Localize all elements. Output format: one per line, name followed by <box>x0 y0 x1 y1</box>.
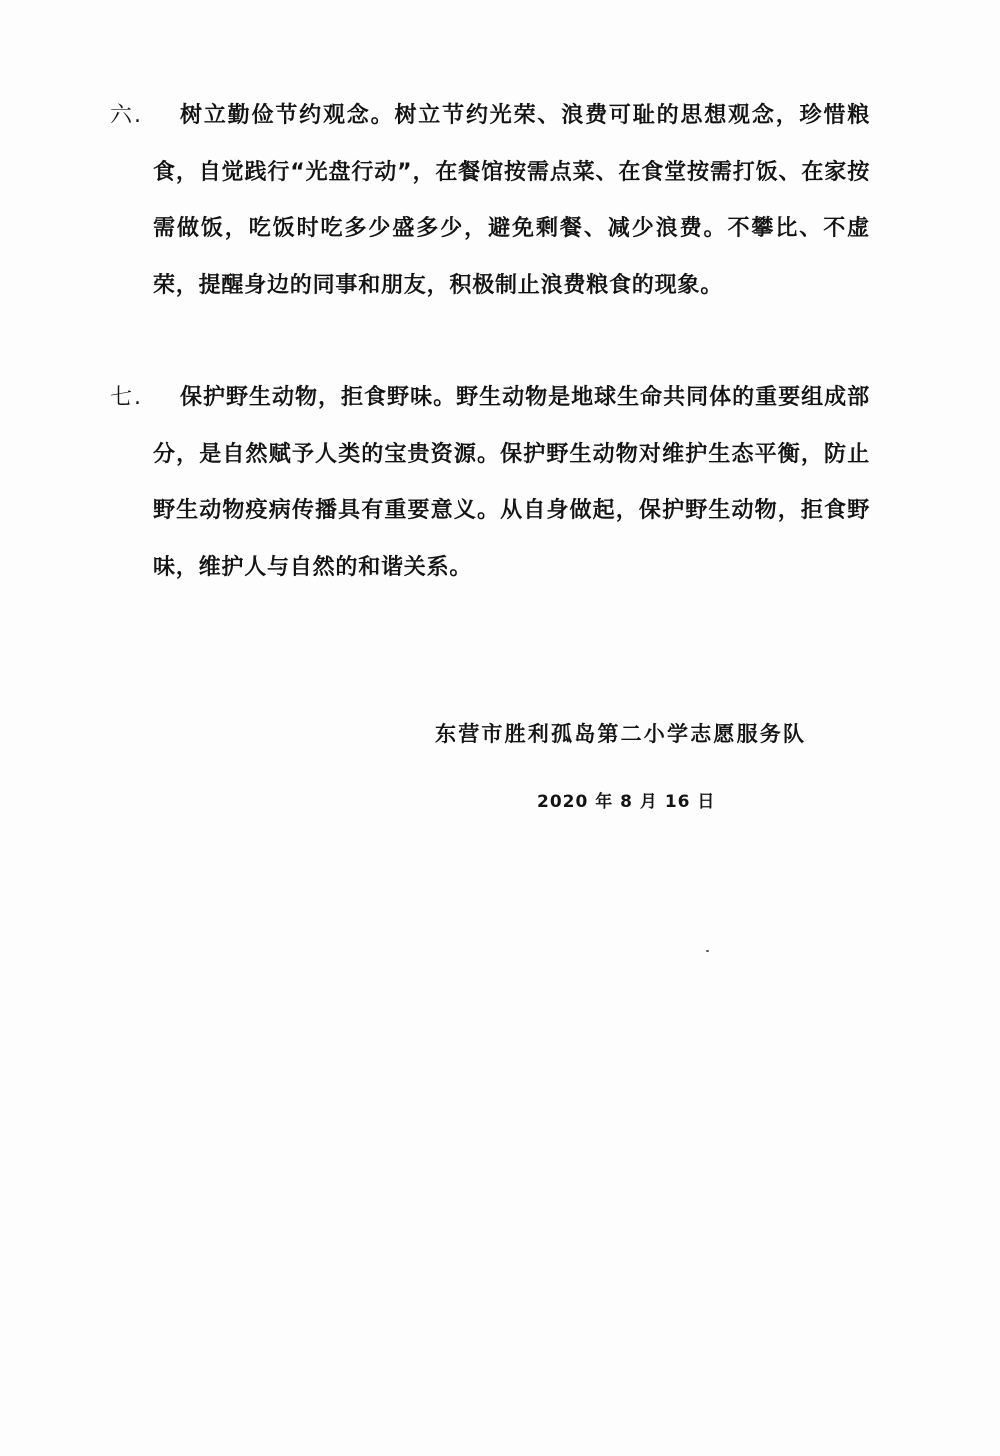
scan-speck <box>706 950 709 952</box>
section-text-body: 保护野生动物，拒食野味。野生动物是地球生命共同体的重要组成部分，是自然赋予人类的宝贵资源。保护野生动物对维护生态平衡，防止野生动物疫病传播具有重要意义。从自身做起，保护野生动物，拒食野味，维护人与自然的和谐关系。 <box>153 385 870 580</box>
section-text-body: 树立勤俭节约观念。树立节约光荣、浪费可耻的思想观念，珍惜粮食，自觉践行“光盘行动”，在餐馆按需点菜、在食堂按需打饭、在家按需做饭，吃饭时吃多少盛多少，避免剩餐、减少浪费。不攀比、不虚荣，提醒身边的同事和朋友，积极制止浪费粮食的现象。 <box>153 103 870 298</box>
section-seven <box>110 370 870 596</box>
signature-organization: 东营市胜利孤岛第二小学志愿服务队 <box>435 722 807 746</box>
section-text <box>153 88 870 314</box>
section-text <box>153 370 870 596</box>
section-number: 七. <box>110 385 143 410</box>
section-six <box>110 88 870 314</box>
signature-date: 2020 年 8 月 16 日 <box>537 792 716 812</box>
section-number: 六. <box>110 103 143 128</box>
